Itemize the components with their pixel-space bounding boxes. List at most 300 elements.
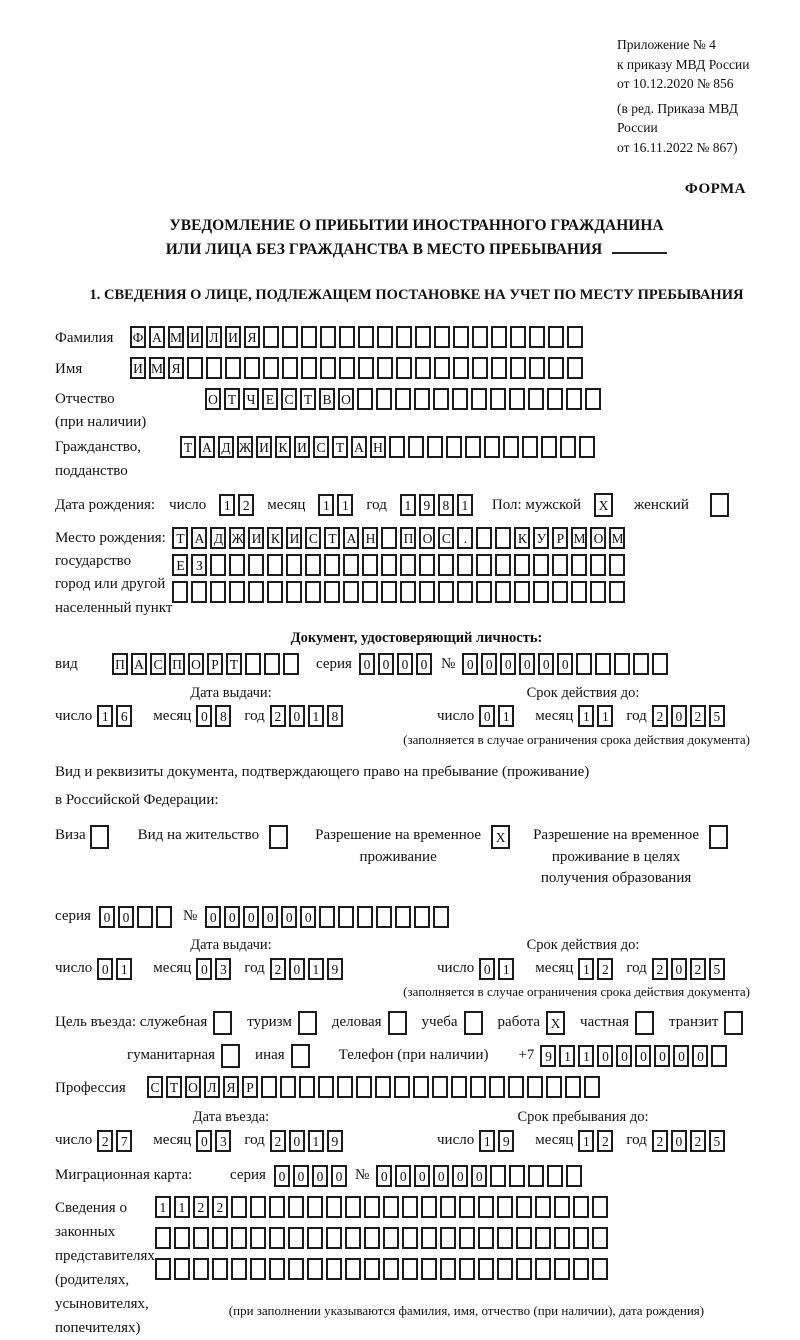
form-cell[interactable]: Я <box>223 1076 239 1098</box>
form-cell[interactable]: 0 <box>462 653 478 675</box>
form-cell[interactable]: 0 <box>312 1165 328 1187</box>
form-cell[interactable] <box>476 554 492 576</box>
form-cell[interactable]: 2 <box>597 1130 613 1152</box>
form-cell[interactable]: 2 <box>690 705 706 727</box>
form-cell[interactable] <box>326 1258 342 1280</box>
form-cell[interactable]: 0 <box>289 705 305 727</box>
form-cell[interactable] <box>337 1076 353 1098</box>
form-cell[interactable]: 5 <box>709 705 725 727</box>
form-cell[interactable]: Т <box>300 388 316 410</box>
form-cell[interactable] <box>356 1076 372 1098</box>
form-cell[interactable]: Н <box>370 436 386 458</box>
form-cell[interactable] <box>400 554 416 576</box>
form-cell[interactable] <box>527 1076 543 1098</box>
form-cell[interactable]: 0 <box>635 1045 651 1067</box>
form-cell[interactable] <box>225 357 241 379</box>
form-cell[interactable]: 1 <box>479 1130 495 1152</box>
form-cell[interactable]: Л <box>204 1076 220 1098</box>
form-cell[interactable]: Ж <box>229 527 245 549</box>
form-cell[interactable] <box>267 581 283 603</box>
form-cell[interactable] <box>433 906 449 928</box>
form-cell[interactable] <box>438 554 454 576</box>
form-cell[interactable] <box>250 1196 266 1218</box>
form-cell[interactable]: 2 <box>652 1130 668 1152</box>
form-cell[interactable] <box>301 357 317 379</box>
form-cell[interactable]: У <box>533 527 549 549</box>
form-cell[interactable] <box>535 1258 551 1280</box>
form-cell[interactable] <box>394 1076 410 1098</box>
form-cell[interactable] <box>711 1045 727 1067</box>
form-cell[interactable] <box>288 1258 304 1280</box>
form-cell[interactable] <box>286 554 302 576</box>
form-cell[interactable] <box>298 1011 317 1035</box>
form-cell[interactable] <box>440 1227 456 1249</box>
form-cell[interactable]: 0 <box>118 906 134 928</box>
form-cell[interactable] <box>212 1227 228 1249</box>
form-cell[interactable]: А <box>343 527 359 549</box>
form-cell[interactable]: 2 <box>193 1196 209 1218</box>
form-cell[interactable]: М <box>609 527 625 549</box>
form-cell[interactable] <box>362 581 378 603</box>
form-cell[interactable]: А <box>191 527 207 549</box>
form-cell[interactable] <box>471 388 487 410</box>
form-cell[interactable]: Н <box>362 527 378 549</box>
form-cell[interactable]: Е <box>262 388 278 410</box>
form-cell[interactable] <box>590 554 606 576</box>
form-cell[interactable] <box>465 436 481 458</box>
form-cell[interactable] <box>552 581 568 603</box>
form-cell[interactable] <box>495 581 511 603</box>
form-cell[interactable]: Д <box>210 527 226 549</box>
form-cell[interactable] <box>440 1258 456 1280</box>
form-cell[interactable] <box>567 326 583 348</box>
form-cell[interactable]: 1 <box>578 1045 594 1067</box>
form-cell[interactable]: 1 <box>219 494 235 516</box>
form-cell[interactable] <box>548 357 564 379</box>
form-cell[interactable]: 2 <box>652 705 668 727</box>
form-cell[interactable] <box>464 1011 483 1035</box>
form-cell[interactable] <box>571 554 587 576</box>
form-cell[interactable] <box>484 436 500 458</box>
form-cell[interactable] <box>193 1227 209 1249</box>
form-cell[interactable]: Я <box>244 326 260 348</box>
form-cell[interactable] <box>402 1196 418 1218</box>
form-cell[interactable]: Е <box>172 554 188 576</box>
form-cell[interactable]: 0 <box>378 653 394 675</box>
form-cell[interactable]: Л <box>206 326 222 348</box>
form-cell[interactable] <box>590 581 606 603</box>
form-cell[interactable] <box>724 1011 743 1035</box>
form-cell[interactable] <box>339 357 355 379</box>
form-cell[interactable]: 1 <box>578 705 594 727</box>
form-cell[interactable]: Т <box>166 1076 182 1098</box>
form-cell[interactable]: 8 <box>215 705 231 727</box>
form-cell[interactable] <box>514 581 530 603</box>
form-cell[interactable]: 1 <box>97 705 113 727</box>
form-cell[interactable] <box>229 554 245 576</box>
form-cell[interactable] <box>434 326 450 348</box>
form-cell[interactable]: 0 <box>471 1165 487 1187</box>
form-cell[interactable] <box>548 326 564 348</box>
form-cell[interactable]: 0 <box>395 1165 411 1187</box>
form-cell[interactable] <box>567 357 583 379</box>
form-cell[interactable] <box>514 554 530 576</box>
form-cell[interactable] <box>319 906 335 928</box>
form-cell[interactable] <box>452 388 468 410</box>
form-cell[interactable]: А <box>131 653 147 675</box>
form-cell[interactable] <box>357 906 373 928</box>
form-cell[interactable] <box>250 1258 266 1280</box>
form-cell[interactable]: И <box>294 436 310 458</box>
form-cell[interactable] <box>652 653 668 675</box>
form-cell[interactable] <box>547 388 563 410</box>
form-cell[interactable]: 2 <box>97 1130 113 1152</box>
form-cell[interactable] <box>383 1227 399 1249</box>
form-cell[interactable] <box>269 1258 285 1280</box>
form-cell[interactable]: 9 <box>327 1130 343 1152</box>
form-cell[interactable] <box>491 326 507 348</box>
form-cell[interactable] <box>137 906 153 928</box>
form-cell[interactable]: В <box>319 388 335 410</box>
form-cell[interactable]: И <box>225 326 241 348</box>
form-cell[interactable] <box>566 388 582 410</box>
form-cell[interactable] <box>381 527 397 549</box>
form-cell[interactable]: Ч <box>243 388 259 410</box>
form-cell[interactable]: С <box>150 653 166 675</box>
form-cell[interactable] <box>457 554 473 576</box>
form-cell[interactable] <box>383 1258 399 1280</box>
form-cell[interactable]: X <box>546 1011 565 1035</box>
form-cell[interactable]: С <box>305 527 321 549</box>
form-cell[interactable]: 0 <box>262 906 278 928</box>
form-cell[interactable] <box>326 1227 342 1249</box>
form-cell[interactable] <box>516 1258 532 1280</box>
form-cell[interactable] <box>320 357 336 379</box>
form-cell[interactable]: 0 <box>397 653 413 675</box>
form-cell[interactable] <box>565 1076 581 1098</box>
form-cell[interactable]: 0 <box>538 653 554 675</box>
form-cell[interactable]: 0 <box>481 653 497 675</box>
form-cell[interactable] <box>478 1227 494 1249</box>
form-cell[interactable]: 0 <box>243 906 259 928</box>
form-cell[interactable] <box>396 357 412 379</box>
form-cell[interactable]: П <box>112 653 128 675</box>
form-cell[interactable] <box>446 436 462 458</box>
form-cell[interactable] <box>396 326 412 348</box>
form-cell[interactable]: 1 <box>498 958 514 980</box>
form-cell[interactable]: И <box>256 436 272 458</box>
form-cell[interactable] <box>305 581 321 603</box>
form-cell[interactable]: Р <box>242 1076 258 1098</box>
form-cell[interactable] <box>376 906 392 928</box>
form-cell[interactable] <box>433 388 449 410</box>
form-cell[interactable]: 0 <box>557 653 573 675</box>
form-cell[interactable]: М <box>168 326 184 348</box>
form-cell[interactable]: 0 <box>289 958 305 980</box>
form-cell[interactable]: 0 <box>281 906 297 928</box>
form-cell[interactable] <box>362 554 378 576</box>
form-cell[interactable] <box>609 581 625 603</box>
form-cell[interactable]: 2 <box>652 958 668 980</box>
form-cell[interactable]: 0 <box>597 1045 613 1067</box>
form-cell[interactable] <box>383 1196 399 1218</box>
form-cell[interactable] <box>413 1076 429 1098</box>
form-cell[interactable] <box>516 1196 532 1218</box>
form-cell[interactable] <box>282 326 298 348</box>
form-cell[interactable]: А <box>199 436 215 458</box>
form-cell[interactable] <box>490 388 506 410</box>
form-cell[interactable]: 1 <box>559 1045 575 1067</box>
form-cell[interactable]: 0 <box>671 1130 687 1152</box>
form-cell[interactable]: 0 <box>500 653 516 675</box>
form-cell[interactable] <box>522 436 538 458</box>
form-cell[interactable]: П <box>169 653 185 675</box>
form-cell[interactable]: 0 <box>616 1045 632 1067</box>
form-cell[interactable]: С <box>313 436 329 458</box>
form-cell[interactable] <box>427 436 443 458</box>
form-cell[interactable] <box>299 1076 315 1098</box>
form-cell[interactable]: Ф <box>130 326 146 348</box>
form-cell[interactable] <box>307 1258 323 1280</box>
form-cell[interactable]: 1 <box>318 494 334 516</box>
form-cell[interactable] <box>187 357 203 379</box>
form-cell[interactable] <box>206 357 222 379</box>
form-cell[interactable] <box>453 326 469 348</box>
form-cell[interactable] <box>421 1227 437 1249</box>
form-cell[interactable] <box>432 1076 448 1098</box>
form-cell[interactable] <box>546 1076 562 1098</box>
form-cell[interactable]: X <box>594 493 613 517</box>
form-cell[interactable] <box>414 388 430 410</box>
form-cell[interactable] <box>402 1227 418 1249</box>
form-cell[interactable] <box>269 1196 285 1218</box>
form-cell[interactable]: И <box>248 527 264 549</box>
form-cell[interactable] <box>264 653 280 675</box>
form-cell[interactable] <box>357 388 373 410</box>
form-cell[interactable] <box>280 1076 296 1098</box>
form-cell[interactable]: 9 <box>540 1045 556 1067</box>
form-cell[interactable] <box>221 1044 240 1068</box>
form-cell[interactable] <box>509 388 525 410</box>
form-cell[interactable] <box>324 554 340 576</box>
form-cell[interactable]: 0 <box>274 1165 290 1187</box>
form-cell[interactable]: К <box>275 436 291 458</box>
form-cell[interactable] <box>377 326 393 348</box>
form-cell[interactable]: О <box>205 388 221 410</box>
form-cell[interactable]: О <box>419 527 435 549</box>
form-cell[interactable] <box>267 554 283 576</box>
form-cell[interactable] <box>231 1196 247 1218</box>
form-cell[interactable]: О <box>188 653 204 675</box>
form-cell[interactable] <box>213 1011 232 1035</box>
form-cell[interactable] <box>421 1258 437 1280</box>
form-cell[interactable] <box>489 1076 505 1098</box>
form-cell[interactable] <box>476 527 492 549</box>
form-cell[interactable]: 0 <box>519 653 535 675</box>
form-cell[interactable] <box>364 1227 380 1249</box>
form-cell[interactable] <box>584 1076 600 1098</box>
form-cell[interactable] <box>305 554 321 576</box>
form-cell[interactable] <box>343 581 359 603</box>
form-cell[interactable] <box>495 554 511 576</box>
form-cell[interactable] <box>592 1258 608 1280</box>
form-cell[interactable]: О <box>590 527 606 549</box>
form-cell[interactable] <box>263 326 279 348</box>
form-cell[interactable] <box>231 1227 247 1249</box>
form-cell[interactable] <box>528 388 544 410</box>
form-cell[interactable] <box>576 653 592 675</box>
form-cell[interactable] <box>459 1196 475 1218</box>
form-cell[interactable] <box>301 326 317 348</box>
form-cell[interactable] <box>541 436 557 458</box>
form-cell[interactable]: 2 <box>270 958 286 980</box>
form-cell[interactable] <box>635 1011 654 1035</box>
form-cell[interactable] <box>533 554 549 576</box>
form-cell[interactable] <box>245 653 261 675</box>
form-cell[interactable] <box>90 825 109 849</box>
form-cell[interactable] <box>345 1227 361 1249</box>
form-cell[interactable]: 0 <box>376 1165 392 1187</box>
form-cell[interactable]: 9 <box>498 1130 514 1152</box>
form-cell[interactable]: 2 <box>270 705 286 727</box>
form-cell[interactable] <box>529 357 545 379</box>
form-cell[interactable] <box>470 1076 486 1098</box>
form-cell[interactable]: 0 <box>479 705 495 727</box>
form-cell[interactable] <box>554 1196 570 1218</box>
form-cell[interactable]: 1 <box>116 958 132 980</box>
form-cell[interactable]: И <box>187 326 203 348</box>
form-cell[interactable]: 9 <box>327 958 343 980</box>
form-cell[interactable]: Т <box>224 388 240 410</box>
form-cell[interactable] <box>585 388 601 410</box>
form-cell[interactable]: Т <box>332 436 348 458</box>
form-cell[interactable] <box>415 326 431 348</box>
form-cell[interactable] <box>343 554 359 576</box>
form-cell[interactable]: 2 <box>690 958 706 980</box>
form-cell[interactable]: 1 <box>174 1196 190 1218</box>
form-cell[interactable]: 1 <box>308 705 324 727</box>
form-cell[interactable] <box>709 825 728 849</box>
form-cell[interactable]: 0 <box>433 1165 449 1187</box>
form-cell[interactable] <box>419 581 435 603</box>
form-cell[interactable]: А <box>351 436 367 458</box>
form-cell[interactable] <box>533 581 549 603</box>
form-cell[interactable] <box>535 1227 551 1249</box>
form-cell[interactable] <box>283 653 299 675</box>
form-cell[interactable] <box>478 1258 494 1280</box>
form-cell[interactable] <box>261 1076 277 1098</box>
form-cell[interactable]: К <box>514 527 530 549</box>
form-cell[interactable] <box>172 581 188 603</box>
form-cell[interactable]: 6 <box>116 705 132 727</box>
form-cell[interactable] <box>155 1227 171 1249</box>
form-cell[interactable]: Т <box>324 527 340 549</box>
form-cell[interactable] <box>381 581 397 603</box>
form-cell[interactable] <box>547 1165 563 1187</box>
form-cell[interactable] <box>614 653 630 675</box>
form-cell[interactable] <box>212 1258 228 1280</box>
form-cell[interactable]: Р <box>207 653 223 675</box>
form-cell[interactable] <box>434 357 450 379</box>
form-cell[interactable]: 5 <box>709 1130 725 1152</box>
form-cell[interactable]: К <box>267 527 283 549</box>
form-cell[interactable]: 1 <box>155 1196 171 1218</box>
form-cell[interactable] <box>495 527 511 549</box>
form-cell[interactable] <box>633 653 649 675</box>
form-cell[interactable]: 1 <box>578 958 594 980</box>
form-cell[interactable] <box>191 581 207 603</box>
form-cell[interactable]: Р <box>552 527 568 549</box>
form-cell[interactable]: 1 <box>498 705 514 727</box>
form-cell[interactable]: 0 <box>692 1045 708 1067</box>
form-cell[interactable] <box>364 1258 380 1280</box>
form-cell[interactable] <box>592 1227 608 1249</box>
form-cell[interactable] <box>318 1076 334 1098</box>
form-cell[interactable] <box>345 1258 361 1280</box>
form-cell[interactable] <box>510 357 526 379</box>
form-cell[interactable]: 2 <box>238 494 254 516</box>
form-cell[interactable] <box>453 357 469 379</box>
form-cell[interactable] <box>288 1196 304 1218</box>
form-cell[interactable]: 0 <box>671 705 687 727</box>
form-cell[interactable]: 0 <box>99 906 115 928</box>
form-cell[interactable] <box>395 906 411 928</box>
form-cell[interactable]: Ж <box>237 436 253 458</box>
form-cell[interactable] <box>339 326 355 348</box>
form-cell[interactable]: 1 <box>578 1130 594 1152</box>
form-cell[interactable]: И <box>130 357 146 379</box>
form-cell[interactable]: 0 <box>673 1045 689 1067</box>
form-cell[interactable] <box>476 581 492 603</box>
form-cell[interactable] <box>326 1196 342 1218</box>
form-cell[interactable]: 0 <box>97 958 113 980</box>
form-cell[interactable] <box>554 1258 570 1280</box>
form-cell[interactable] <box>414 906 430 928</box>
form-cell[interactable] <box>497 1227 513 1249</box>
form-cell[interactable] <box>419 554 435 576</box>
form-cell[interactable] <box>338 906 354 928</box>
form-cell[interactable] <box>388 1011 407 1035</box>
form-cell[interactable] <box>421 1196 437 1218</box>
form-cell[interactable]: Т <box>172 527 188 549</box>
form-cell[interactable]: 1 <box>457 494 473 516</box>
form-cell[interactable]: А <box>149 326 165 348</box>
form-cell[interactable] <box>269 825 288 849</box>
form-cell[interactable]: 0 <box>224 906 240 928</box>
form-cell[interactable] <box>472 326 488 348</box>
form-cell[interactable]: 0 <box>196 705 212 727</box>
form-cell[interactable] <box>174 1258 190 1280</box>
form-cell[interactable] <box>554 1227 570 1249</box>
form-cell[interactable] <box>291 1044 310 1068</box>
form-cell[interactable]: 8 <box>327 705 343 727</box>
form-cell[interactable] <box>375 1076 391 1098</box>
form-cell[interactable]: 5 <box>709 958 725 980</box>
form-cell[interactable] <box>560 436 576 458</box>
form-cell[interactable] <box>503 436 519 458</box>
form-cell[interactable] <box>263 357 279 379</box>
form-cell[interactable] <box>155 1258 171 1280</box>
form-cell[interactable] <box>440 1196 456 1218</box>
form-cell[interactable]: 0 <box>331 1165 347 1187</box>
form-cell[interactable] <box>376 388 392 410</box>
form-cell[interactable] <box>490 1165 506 1187</box>
form-cell[interactable] <box>571 581 587 603</box>
form-cell[interactable]: X <box>491 825 510 849</box>
form-cell[interactable] <box>395 388 411 410</box>
form-cell[interactable]: 0 <box>479 958 495 980</box>
form-cell[interactable] <box>516 1227 532 1249</box>
